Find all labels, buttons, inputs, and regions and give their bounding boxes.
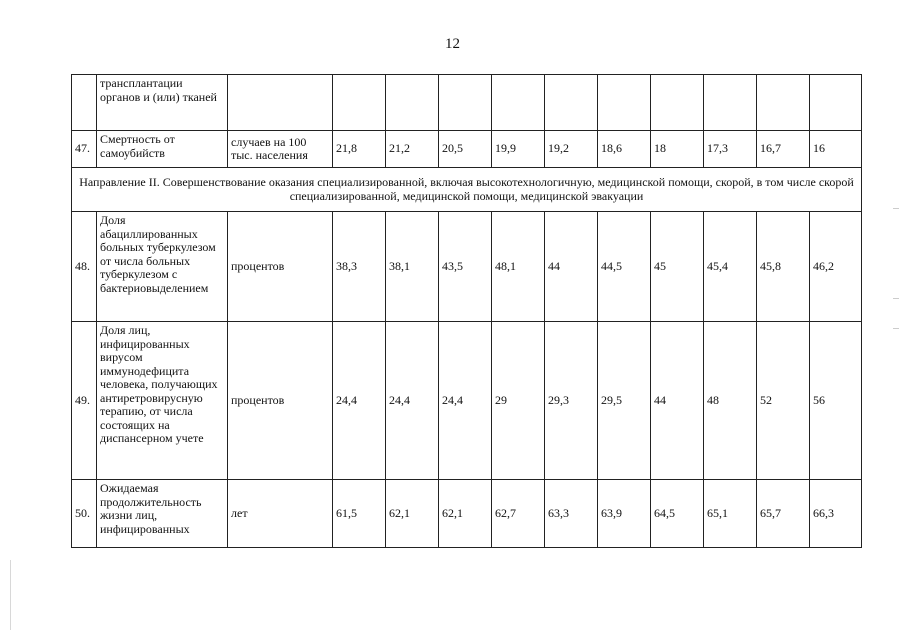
value-cell <box>386 75 439 131</box>
value-cell: 56 <box>810 322 862 480</box>
value-cell: 29,3 <box>545 322 598 480</box>
value-cell: 18 <box>651 131 704 168</box>
row-num-cell: 50. <box>72 480 97 548</box>
value-cell: 52 <box>757 322 810 480</box>
value-cell: 38,1 <box>386 212 439 322</box>
value-cell <box>651 75 704 131</box>
value-cell: 24,4 <box>386 322 439 480</box>
value-cell: 46,2 <box>810 212 862 322</box>
scan-edge-mark <box>10 560 11 630</box>
value-cell: 62,1 <box>439 480 492 548</box>
value-cell <box>757 75 810 131</box>
row-unit-cell: процентов <box>228 212 333 322</box>
row-num-cell: 47. <box>72 131 97 168</box>
value-cell: 45 <box>651 212 704 322</box>
value-cell <box>545 75 598 131</box>
value-cell: 21,2 <box>386 131 439 168</box>
scan-margin-mark <box>893 298 899 299</box>
value-cell: 21,8 <box>333 131 386 168</box>
value-cell: 65,1 <box>704 480 757 548</box>
value-cell: 24,4 <box>439 322 492 480</box>
value-cell: 64,5 <box>651 480 704 548</box>
table-row-48 <box>72 212 862 322</box>
value-cell: 19,2 <box>545 131 598 168</box>
value-cell: 48 <box>704 322 757 480</box>
value-cell: 38,3 <box>333 212 386 322</box>
value-cell: 18,6 <box>598 131 651 168</box>
value-cell: 45,4 <box>704 212 757 322</box>
value-cell: 63,3 <box>545 480 598 548</box>
table-row-50 <box>72 480 862 548</box>
section-header-row <box>72 168 862 212</box>
value-cell: 20,5 <box>439 131 492 168</box>
value-cell <box>492 75 545 131</box>
value-cell: 44 <box>651 322 704 480</box>
scan-margin-mark <box>893 208 899 209</box>
value-cell <box>439 75 492 131</box>
section-title: Направление II. Совершенствование оказания специализированной, включая высокотехнологичную, медицинской помощи, скорой, в том числе скорой специализированной, медицинской помощи, медицинской эвакуации <box>72 168 862 212</box>
row-name-cell: Ожидаемая продолжительность жизни лиц, инфицированных <box>97 480 228 548</box>
value-cell: 48,1 <box>492 212 545 322</box>
value-cell: 29 <box>492 322 545 480</box>
row-name-cell: Доля абациллированных больных туберкулезом от числа больных туберкулезом с бактериовыделением <box>97 212 228 322</box>
value-cell <box>598 75 651 131</box>
table-row-49 <box>72 322 862 480</box>
row-unit-cell: случаев на 100 тыс. населения <box>228 131 333 168</box>
value-cell: 44,5 <box>598 212 651 322</box>
scan-margin-mark <box>893 328 899 329</box>
indicators-table <box>71 74 862 548</box>
row-unit-cell: процентов <box>228 322 333 480</box>
value-cell: 43,5 <box>439 212 492 322</box>
row-name-cell: трансплантации органов и (или) тканей <box>97 75 228 131</box>
value-cell: 29,5 <box>598 322 651 480</box>
value-cell: 16,7 <box>757 131 810 168</box>
value-cell: 19,9 <box>492 131 545 168</box>
value-cell <box>704 75 757 131</box>
row-unit-cell: лет <box>228 480 333 548</box>
row-name-cell: Доля лиц, инфицированных вирусом иммунодефицита человека, получающих антиретровирусную терапию, от числа состоящих на диспансерном учете <box>97 322 228 480</box>
value-cell: 44 <box>545 212 598 322</box>
value-cell: 66,3 <box>810 480 862 548</box>
row-num-cell: 49. <box>72 322 97 480</box>
row-num-cell <box>72 75 97 131</box>
page-number: 12 <box>445 36 460 52</box>
value-cell: 45,8 <box>757 212 810 322</box>
value-cell <box>810 75 862 131</box>
row-name-cell: Смертность от самоубийств <box>97 131 228 168</box>
value-cell: 17,3 <box>704 131 757 168</box>
value-cell: 16 <box>810 131 862 168</box>
value-cell: 61,5 <box>333 480 386 548</box>
value-cell: 62,7 <box>492 480 545 548</box>
value-cell <box>333 75 386 131</box>
value-cell: 65,7 <box>757 480 810 548</box>
row-num-cell: 48. <box>72 212 97 322</box>
row-unit-cell <box>228 75 333 131</box>
table-row-47 <box>72 131 862 168</box>
value-cell: 24,4 <box>333 322 386 480</box>
value-cell: 63,9 <box>598 480 651 548</box>
table-row-continuation <box>72 75 862 131</box>
value-cell: 62,1 <box>386 480 439 548</box>
